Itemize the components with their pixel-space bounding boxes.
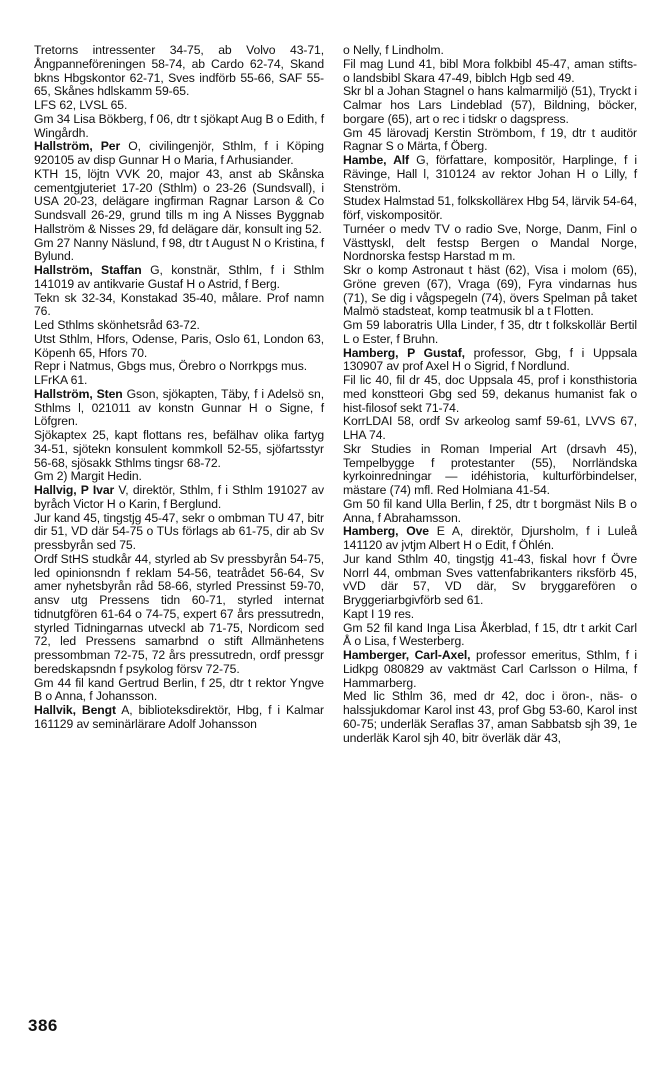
entry-text: G, konstnär, Sthlm, f i Sthlm 141019 av antikvarie Gustaf H o Astrid, f Berg. [34,263,324,291]
entry-paragraph [343,195,637,223]
entry-paragraph [34,99,324,113]
entry-text: LFrKA 61. [34,373,88,387]
entry-name: Hallvik, Bengt [34,703,116,717]
entry-paragraph [343,608,637,622]
biography-entry [34,140,324,168]
entry-text: Jur kand Sthlm 40, tingstjg 41-43, fiskal hovr f Övre Norrl 44, ombman Sves vattenfabrikanters riksförb 45, vVD där 57, VD där, Sv bryggarefören o Bryggeriarbgivförb sed 61. [343,551,637,607]
entry-text: Ordf StHS studkår 44, styrled ab Sv pressbyrån 54-75, led opinionsndn f reklam 54-56, teatrådet 56-64, Sv amer nyhetsbyrån råd 58-66, styrled Pressinst 59-70, ansv utg Pressens tidn 60-71, styrled internat tidnutgfören 61-64 o 74-75, expert 67 års pressutredn, styrled Tidningarnas utveckl ab 71-75, Nordicom sed 72, led Pressens samarbnd o stift Allmänhetens pressombman 72-75, 72 års pressutredn, ordf pressgr beredskapsndn f psykolog försv 72-75. [34,551,324,676]
entry-text: E A, direktör, Djursholm, f i Luleå 141120 av jvtjm Albert H o Edit, f Öhlén. [343,524,637,552]
entry-paragraph [34,333,324,361]
biography-entry [343,649,637,690]
entry-text: KorrLDAI 58, ordf Sv arkeolog samf 59-61, LVVS 67, LHA 74. [343,414,637,442]
entry-text: O, civilingenjör, Sthlm, f i Köping 920105 av disp Gunnar H o Maria, f Arhusiander. [34,139,324,167]
entry-text: Tekn sk 32-34, Konstakad 35-40, målare. Prof namn 76. [34,290,324,319]
entry-paragraph [34,553,324,677]
entry-paragraph [34,374,324,388]
entry-name: Hallström, Staffan [34,263,142,277]
entry-name: Hallström, Sten [34,386,123,401]
entry-text: G, författare, kompositör, Harplinge, f i Rävinge, Hall l, 310124 av rektor Johan H o Lilly, f Stenström. [343,153,637,195]
entry-text: Skr o komp Astronaut t häst (62), Visa i molom (65), Gröne greven (67), Vraga (69), Fyra vindarnas hus (71), Se dig i vågspegeln (74), övers Spelman på taket Malmö stadsteat, komp teatmusik bl a t Flotten. [343,263,637,319]
entry-text: Kapt I 19 res. [343,606,415,621]
entry-name: Hamberger, Carl-Axel, [343,648,471,662]
entry-text: Gm 2) Margit Hedin. [34,469,142,484]
entry-text: o Nelly, f Lindholm. [343,43,444,57]
entry-paragraph [343,443,637,498]
entry-paragraph [34,168,324,237]
entry-text: KTH 15, löjtn VVK 20, major 43, anst ab Skånska cementgjuteriet 17-20 (Sthlm) o 23-26 (Sundsvall), i USA 20-23, delägare ingfirman Ragnar Larson & Co Sundsvall 26-29, grund tills m ing A Nisses Byggnab Hallström & Nisses 29, fd delägare där, konsult ing 52. [34,166,324,236]
entry-text: Gm 52 fil kand Inga Lisa Åkerblad, f 15, dtr t arkit Carl Å o Lisa, f Westerberg. [343,620,637,649]
entry-paragraph [343,319,637,347]
entry-text: Turnéer o medv TV o radio Sve, Norge, Danm, Finl o Västtyskl, delt festsp Bergen o Mandal Norge, Nordnorska festsp Harstad m m. [343,221,637,264]
entry-text: Sjökaptex 25, kapt flottans res, befälhav olika fartyg 34-51, sjötekn konsulent kommkoll 52-55, sjöfartsstyr 56-68, sjösakk Sthlms tingsr 68-72. [34,428,324,470]
entry-paragraph [343,223,637,264]
entry-paragraph [34,237,324,265]
entry-paragraph [343,58,637,86]
right-column [343,44,637,745]
biography-entry [34,704,324,732]
entry-paragraph [34,470,324,484]
entry-text: Jur kand 45, tingstjg 45-47, sekr o ombman TU 47, bitr dir 51, VD där 54-75 o TUs förlags ab 61-75, dir ab Sv pressbyrån sed 75. [34,510,324,552]
entry-text: Repr i Natmus, Gbgs mus, Örebro o Norrkpgs mus. [34,359,307,374]
biography-entry [34,484,324,512]
entry-text: Skr Studies in Roman Imperial Art (drsavh 45), Tempelbygge f protestanter (55), Norrländska kyrkoinredningar — idéhistoria, kulturförbindelser, mästare (74) mfl. Red Holmiana 41-54. [343,441,637,497]
entry-paragraph [343,622,637,650]
entry-text: Gm 45 lärovadj Kerstin Strömbom, f 19, dtr t auditör Ragnar S o Märta, f Öberg. [343,125,637,154]
biography-entry [343,347,637,375]
entry-paragraph [343,374,637,415]
entry-text: Gm 50 fil kand Ulla Berlin, f 25, dtr t borgmäst Nils B o Anna, f Abrahamsson. [343,496,637,525]
entry-text: Gm 34 Lisa Bökberg, f 06, dtr t sjökapt Aug B o Edith, f Wingårdh. [34,111,324,140]
entry-text: professor emeritus, Sthlm, f i Lidkpg 080829 av vaktmäst Carl Carlsson o Hilma, f Hammarberg. [343,648,638,690]
entry-text: Skr bl a Johan Stagnel o hans kalmarmiljö (51), Tryckt i Calmar hos Lars Lindeblad (57), Bildning, böcker, borgare (65), art o rec i tidskr o dagspress. [343,84,637,126]
entry-paragraph [34,44,324,99]
entry-text: Med lic Sthlm 36, med dr 42, doc i öron-, näs- o halssjukdomar Karol inst 43, prof Gbg 53-60, Karol inst 60-75; underläk Seraflas 37, aman Sabbatsb sjh 39, 1e underläk Karol sjh 40, bitr överläk där 43, [343,689,637,745]
entry-text: V, direktör, Sthlm, f i Sthlm 191027 av byråch Victor H o Karin, f Berglund. [34,483,324,511]
biography-entry [343,154,637,195]
entry-paragraph [34,512,324,553]
page-number: 386 [28,1016,58,1035]
entry-text: Gm 44 fil kand Gertrud Berlin, f 25, dtr t rektor Yngve B o Anna, f Johansson. [34,675,324,704]
entry-paragraph [34,429,324,470]
left-column [34,44,324,732]
entry-text: Fil lic 40, fil dr 45, doc Uppsala 45, prof i konsthistoria med konstteori Gbg sed 59, dekanus humanist fak o hist-filosof sekt 71-74. [343,373,637,415]
entry-name: Hallström, Per [34,139,121,154]
entry-paragraph [34,292,324,320]
entry-text: professor, Gbg, f i Uppsala 130907 av prof Axel H o Sigrid, f Nordlund. [343,345,637,374]
entry-text: Fil mag Lund 41, bibl Mora folkbibl 45-47, aman stifts- o landsbibl Skara 47-49, biblch Hgb sed 49. [343,56,637,85]
entry-paragraph [343,85,637,126]
entry-text: A, biblioteksdirektör, Hbg, f i Kalmar 161129 av seminärlärare Adolf Johansson [34,703,324,731]
entry-name: Hallvig, P Ivar [34,483,115,497]
entry-paragraph [34,677,324,705]
entry-text: Utst Sthlm, Hfors, Odense, Paris, Oslo 61, London 63, Köpenh 65, Hfors 70. [34,331,324,360]
entry-paragraph [343,264,637,319]
entry-text: Tretorns intressenter 34-75, ab Volvo 43-71, Ångpanneföreningen 58-74, ab Cardo 62-74, Skand bkns Hbgskontor 62-71, Sves indförb 55-66, SAF 55-65, Skånes hdlskamm 59-65. [34,43,324,99]
entry-text: LFS 62, LVSL 65. [34,98,128,112]
entry-name: Hamberg, Ove [343,524,429,539]
entry-text: Studex Halmstad 51, folkskollärex Hbg 54, lärvik 54-64, förf, viskompositör. [343,194,637,222]
entry-paragraph [343,553,637,608]
entry-text: Gm 27 Nanny Näslund, f 98, dtr t August N o Kristina, f Bylund. [34,235,324,264]
entry-text: Led Sthlms skönhetsråd 63-72. [34,318,200,332]
biography-entry [34,264,324,292]
entry-text: Gson, sjökapten, Täby, f i Adelsö sn, Sthlms l, 021011 av konstn Gunnar H o Signe, f Löfgren. [34,386,324,429]
entry-paragraph [34,113,324,141]
entry-paragraph [34,360,324,374]
entry-paragraph [343,690,637,745]
entry-paragraph [34,319,324,333]
entry-paragraph [343,498,637,526]
biography-entry [343,525,637,553]
entry-name: Hambe, Alf [343,153,410,167]
entry-paragraph [343,127,637,155]
entry-name: Hamberg, P Gustaf, [343,345,465,360]
biography-entry [34,388,324,429]
entry-paragraph [343,44,637,58]
entry-paragraph [343,415,637,443]
entry-text: Gm 59 laboratris Ulla Linder, f 35, dtr t folkskollär Bertil L o Ester, f Bruhn. [343,318,637,346]
